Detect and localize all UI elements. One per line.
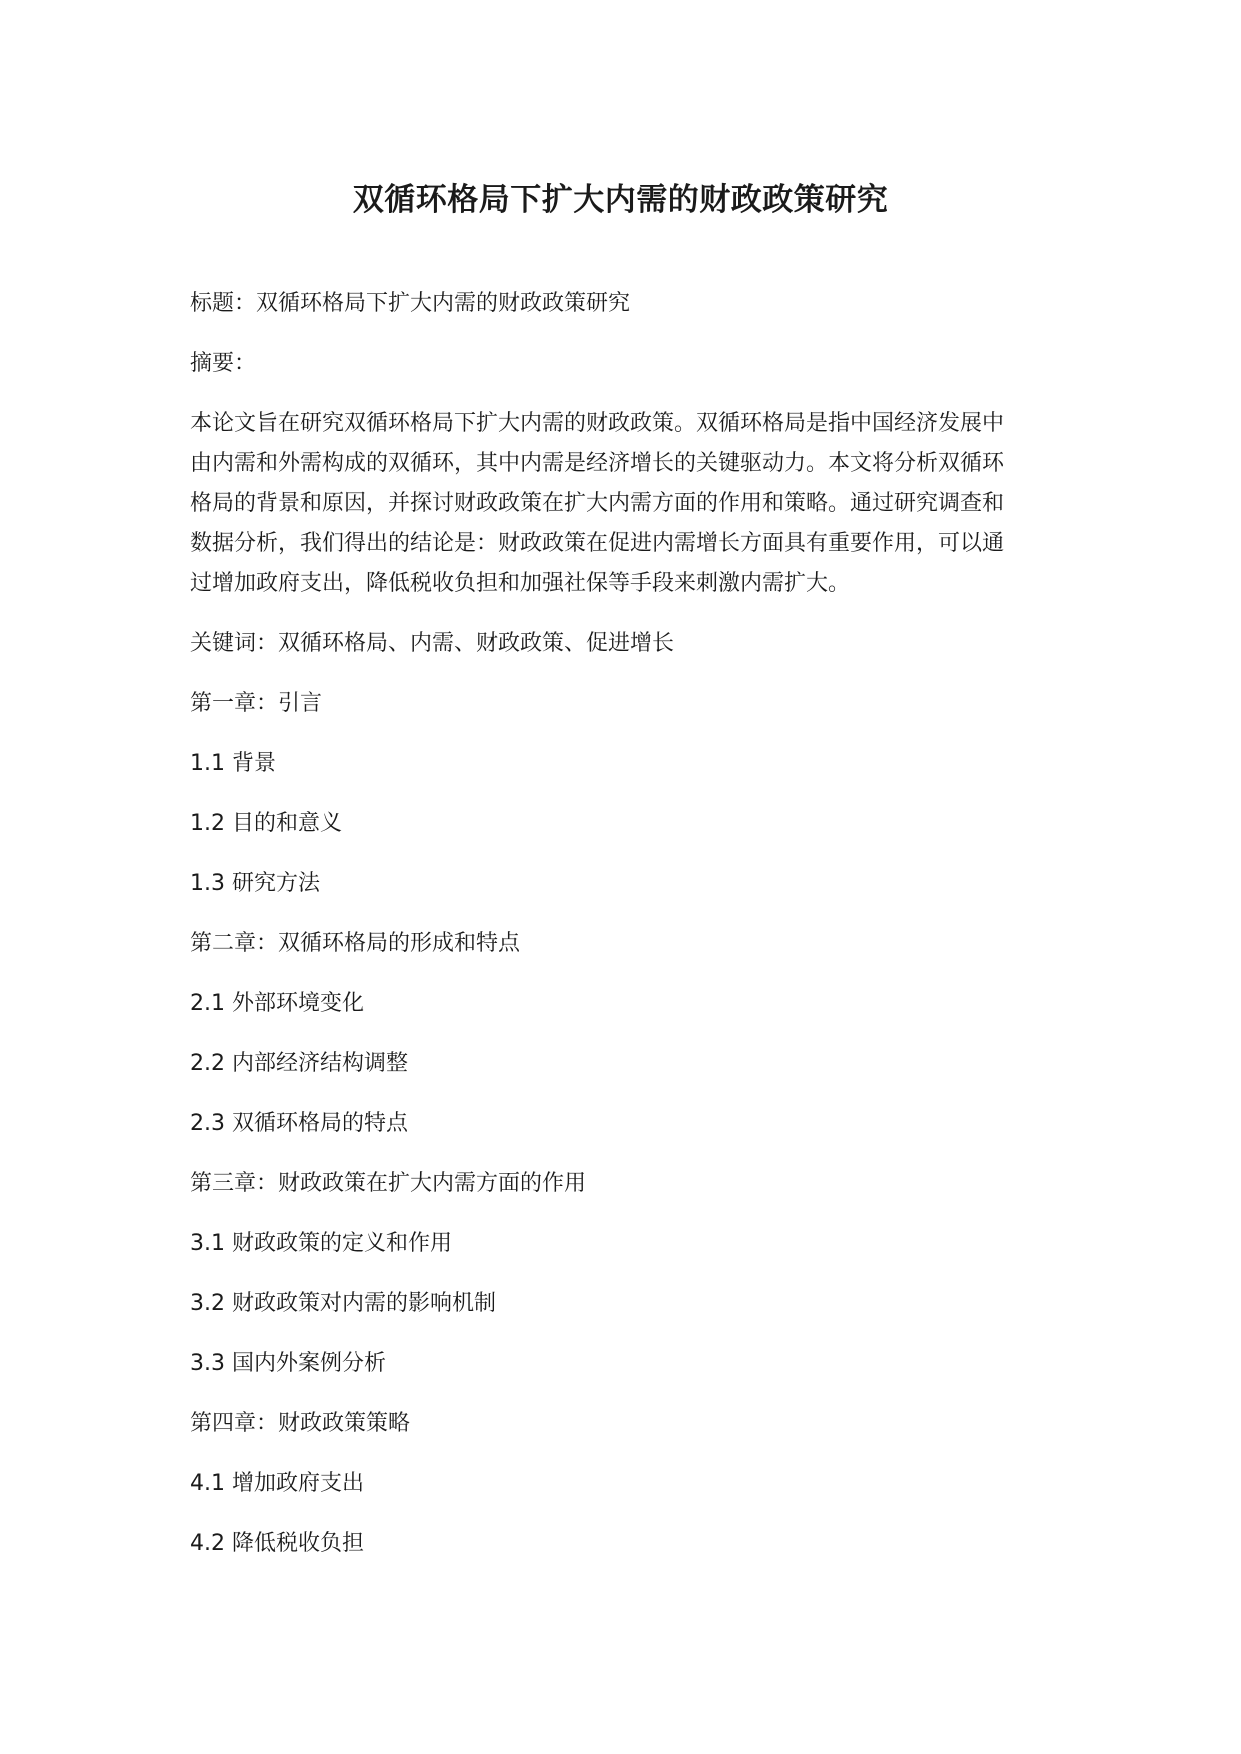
chapter-heading: 第一章：引言	[190, 691, 323, 716]
title-line: 标题：双循环格局下扩大内需的财政政策研究	[190, 291, 631, 316]
section-item: 2.2 内部经济结构调整	[190, 1051, 408, 1076]
chapter-heading: 第二章：双循环格局的形成和特点	[190, 931, 521, 956]
abstract-line: 数据分析，我们得出的结论是：财政政策在促进内需增长方面具有重要作用，可以通	[190, 531, 1005, 556]
chapter-heading: 第三章：财政政策在扩大内需方面的作用	[190, 1171, 587, 1196]
chapter-heading: 第四章：财政政策策略	[190, 1411, 411, 1436]
section-item: 2.3 双循环格局的特点	[190, 1111, 408, 1136]
abstract-line: 本论文旨在研究双循环格局下扩大内需的财政政策。双循环格局是指中国经济发展中	[190, 411, 1005, 436]
section-item: 1.3 研究方法	[190, 871, 320, 896]
abstract-line: 由内需和外需构成的双循环，其中内需是经济增长的关键驱动力。本文将分析双循环	[190, 451, 1005, 476]
abstract-line: 格局的背景和原因，并探讨财政政策在扩大内需方面的作用和策略。通过研究调查和	[190, 491, 1005, 516]
abstract-paragraph	[190, 404, 1052, 604]
abstract-label: 摘要：	[190, 351, 257, 376]
section-item: 3.3 国内外案例分析	[190, 1351, 386, 1376]
section-item: 1.2 目的和意义	[190, 811, 342, 836]
section-item: 1.1 背景	[190, 751, 276, 776]
section-item: 3.1 财政政策的定义和作用	[190, 1231, 452, 1256]
section-item: 2.1 外部环境变化	[190, 991, 364, 1016]
section-item: 3.2 财政政策对内需的影响机制	[190, 1291, 496, 1316]
section-item: 4.2 降低税收负担	[190, 1531, 364, 1556]
page-title: 双循环格局下扩大内需的财政政策研究	[352, 182, 889, 218]
keywords-line: 关键词：双循环格局、内需、财政政策、促进增长	[190, 631, 675, 656]
abstract-line: 过增加政府支出，降低税收负担和加强社保等手段来刺激内需扩大。	[190, 571, 851, 596]
section-item: 4.1 增加政府支出	[190, 1471, 364, 1496]
